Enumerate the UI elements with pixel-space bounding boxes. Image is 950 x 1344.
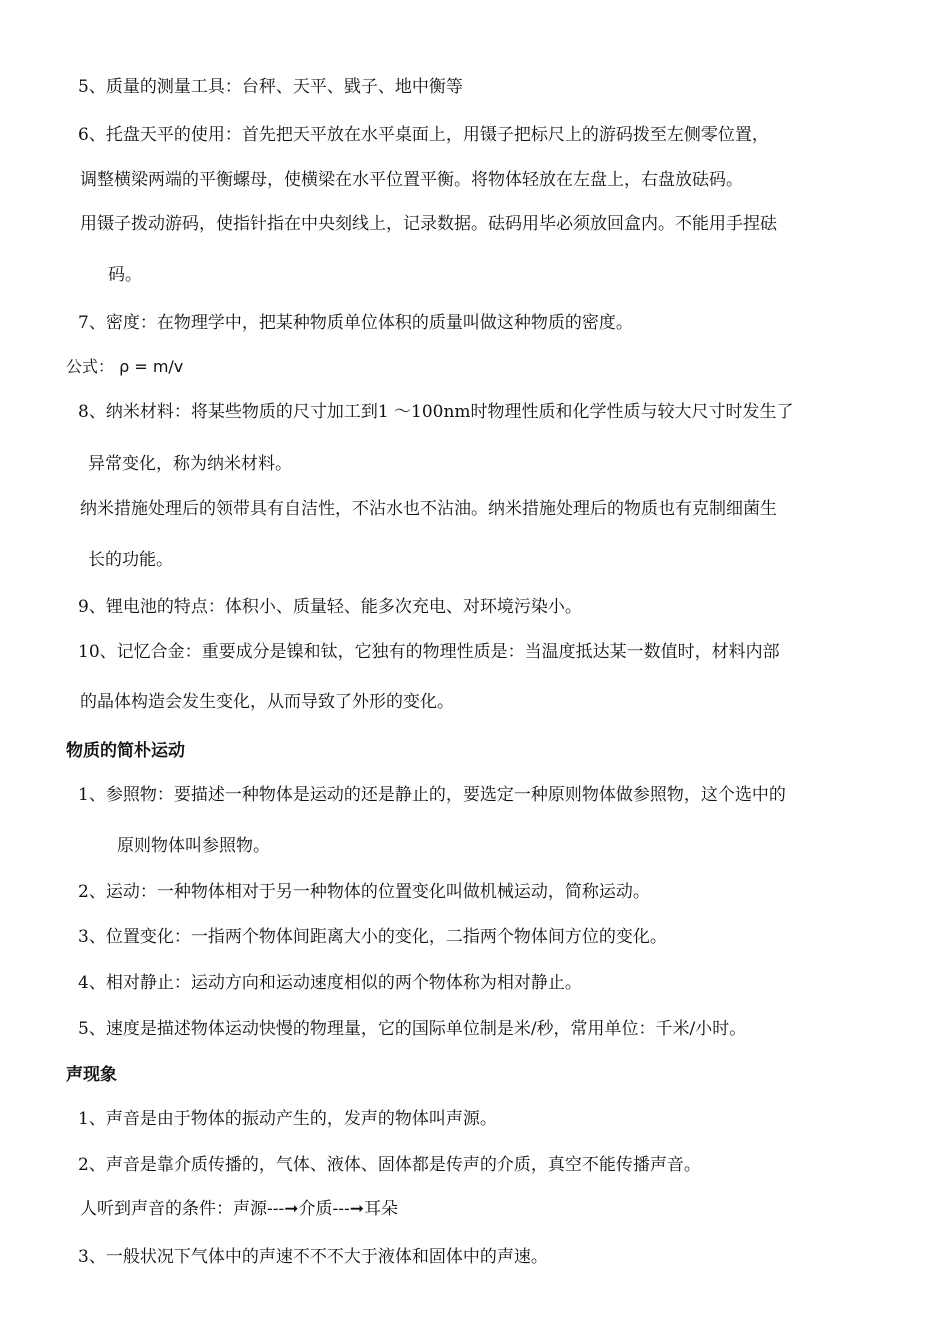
text-line: 3、位置变化：一指两个物体间距离大小的变化，二指两个物体间方位的变化。	[78, 927, 667, 947]
section-heading: 物质的简朴运动	[66, 741, 185, 761]
text-line: 异常变化，称为纳米材料。	[88, 454, 292, 474]
text-line: 3、一般状况下气体中的声速不不不大于液体和固体中的声速。	[78, 1247, 548, 1267]
text-line: 码。	[108, 265, 142, 285]
text-line: 6、托盘天平的使用：首先把天平放在水平桌面上，用镊子把标尺上的游码拨至左侧零位置，	[78, 125, 769, 145]
text-line: 9、锂电池的特点：体积小、质量轻、能多次充电、对环境污染小。	[78, 597, 582, 617]
text-line: 2、声音是靠介质传播的，气体、液体、固体都是传声的介质，真空不能传播声音。	[78, 1155, 701, 1175]
formula-line: 公式： ρ = m/v	[66, 357, 184, 376]
text-line: 人听到声音的条件：声源---➞介质---➞耳朵	[80, 1199, 398, 1219]
text-line: 纳米措施处理后的领带具有自洁性，不沾水也不沾油。纳米措施处理后的物质也有克制细菌生	[80, 499, 777, 519]
text-line: 的晶体构造会发生变化，从而导致了外形的变化。	[80, 692, 454, 712]
section-heading: 声现象	[66, 1065, 117, 1085]
text-line: 7、密度：在物理学中，把某种物质单位体积的质量叫做这种物质的密度。	[78, 313, 633, 333]
text-line: 1、声音是由于物体的振动产生的，发声的物体叫声源。	[78, 1109, 497, 1129]
text-line: 长的功能。	[88, 550, 173, 570]
text-line: 5、速度是描述物体运动快慢的物理量，它的国际单位制是米/秒，常用单位：千米/小时。	[78, 1019, 747, 1039]
text-line: 原则物体叫参照物。	[117, 836, 270, 856]
text-line: 用镊子拨动游码，使指针指在中央刻线上，记录数据。砝码用毕必须放回盒内。不能用手捏砝	[80, 214, 777, 234]
text-line: 2、运动：一种物体相对于另一种物体的位置变化叫做机械运动，简称运动。	[78, 882, 650, 902]
text-line: 4、相对静止：运动方向和运动速度相似的两个物体称为相对静止。	[78, 973, 582, 993]
text-line: 1、参照物：要描述一种物体是运动的还是静止的，要选定一种原则物体做参照物，这个选中的	[78, 785, 786, 805]
text-line: 8、纳米材料：将某些物质的尺寸加工到1 ～100nm时物理性质和化学性质与较大尺寸时发生了	[78, 402, 794, 422]
text-line: 调整横梁两端的平衡螺母，使横梁在水平位置平衡。将物体轻放在左盘上，右盘放砝码。	[80, 170, 743, 190]
text-line: 5、质量的测量工具：台秤、天平、戥子、地中衡等	[78, 77, 463, 97]
text-line: 10、记忆合金：重要成分是镍和钛，它独有的物理性质是：当温度抵达某一数值时，材料内部	[78, 642, 780, 662]
